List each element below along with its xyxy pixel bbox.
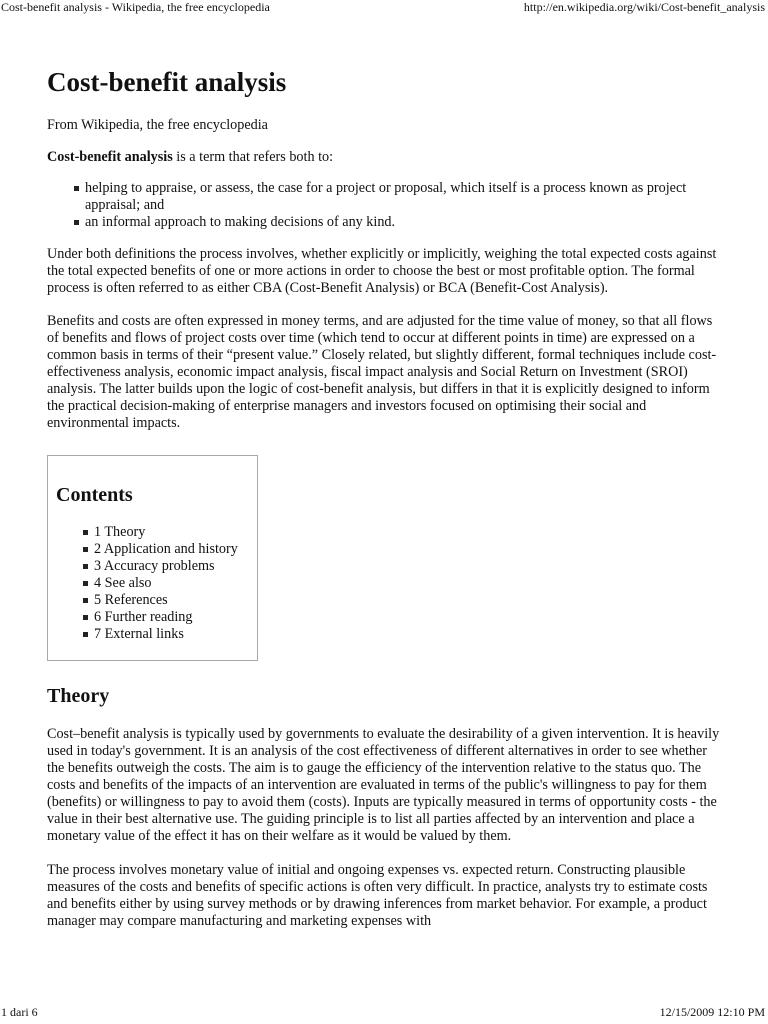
definition-list: [47, 180, 725, 231]
paragraph: Cost–benefit analysis is typically used by governments to evaluate the desirability of a given intervention. It is heavily used in today's government. It is an analysis of the cost effectiveness of different alternatives in order to see whether the benefits outweigh the costs. The aim is to gauge the efficiency of the intervention relative to the status quo. The costs and benefits of the impacts of an intervention are evaluated in terms of the public's willingness to pay for them (benefits) or willingness to pay to avoid them (costs). Inputs are typically measured in terms of opportunity costs - the value in their best alternative use. The guiding principle is to list all parties affected by an intervention and place a monetary value of the effect it has on their welfare as it would be valued by them.: [47, 726, 720, 844]
section-heading-theory: Theory: [47, 685, 110, 707]
toc-title: Contents: [56, 484, 133, 506]
lead-term: Cost-benefit analysis: [47, 149, 173, 165]
print-header-url: http://en.wikipedia.org/wiki/Cost-benefit_analysis: [523, 0, 765, 14]
print-header: [0, 0, 768, 16]
toc-item-see-also[interactable]: 4 See also: [94, 575, 257, 592]
toc-item-accuracy-problems[interactable]: 3 Accuracy problems: [94, 558, 257, 575]
list-item: helping to appraise, or assess, the case for a project or proposal, which itself is a process known as project appraisal; and: [85, 180, 725, 214]
table-of-contents: [47, 455, 258, 661]
paragraph: Benefits and costs are often expressed in money terms, and are adjusted for the time value of money, so that all flows of benefits and flows of project costs over time (which tend to occur at different points in time) are expressed on a common basis in terms of their “present value.” Closely related, but slightly different, formal techniques include cost-effectiveness analysis, economic impact analysis, fiscal impact analysis and Social Return on Investment (SROI) analysis. The latter builds upon the logic of cost-benefit analysis, but differs in that it is explicitly designed to inform the practical decision-making of enterprise managers and investors focused on optimising their social and environmental impacts.: [47, 313, 717, 431]
site-subtitle: From Wikipedia, the free encyclopedia: [47, 117, 268, 133]
lead-text: is a term that refers both to:: [172, 149, 334, 165]
print-header-title: Cost-benefit analysis - Wikipedia, the free encyclopedia: [1, 0, 270, 14]
list-item: an informal approach to making decisions of any kind.: [85, 214, 725, 231]
paragraph: The process involves monetary value of initial and ongoing expenses vs. expected return. Constructing plausible measures of the costs and benefits of specific actions is often very difficult. In practice, analysts try to estimate costs and benefits either by using survey methods or by drawing inferences from market behavior. For example, a product manager may compare manufacturing and marketing expenses with: [47, 862, 708, 929]
toc-item-external-links[interactable]: 7 External links: [94, 626, 257, 643]
lead-sentence: [47, 149, 725, 166]
page-number: 1 dari 6: [1, 1005, 38, 1019]
article-content: [47, 62, 725, 930]
paragraph: Under both definitions the process involves, whether explicitly or implicitly, weighing the total expected costs against the total expected benefits of one or more actions in order to choose the best or most profitable option. The formal process is often referred to as either CBA (Cost-Benefit Analysis) or BCA (Benefit-Cost Analysis).: [47, 246, 717, 296]
print-footer: [0, 1005, 768, 1021]
toc-item-references[interactable]: 5 References: [94, 592, 257, 609]
page-title: Cost-benefit analysis: [47, 67, 287, 97]
print-datetime: 12/15/2009 12:10 PM: [659, 1005, 765, 1019]
toc-item-theory[interactable]: 1 Theory: [94, 524, 257, 541]
toc-item-application-and-history[interactable]: 2 Application and history: [94, 541, 257, 558]
toc-list: [56, 524, 257, 643]
toc-item-further-reading[interactable]: 6 Further reading: [94, 609, 257, 626]
